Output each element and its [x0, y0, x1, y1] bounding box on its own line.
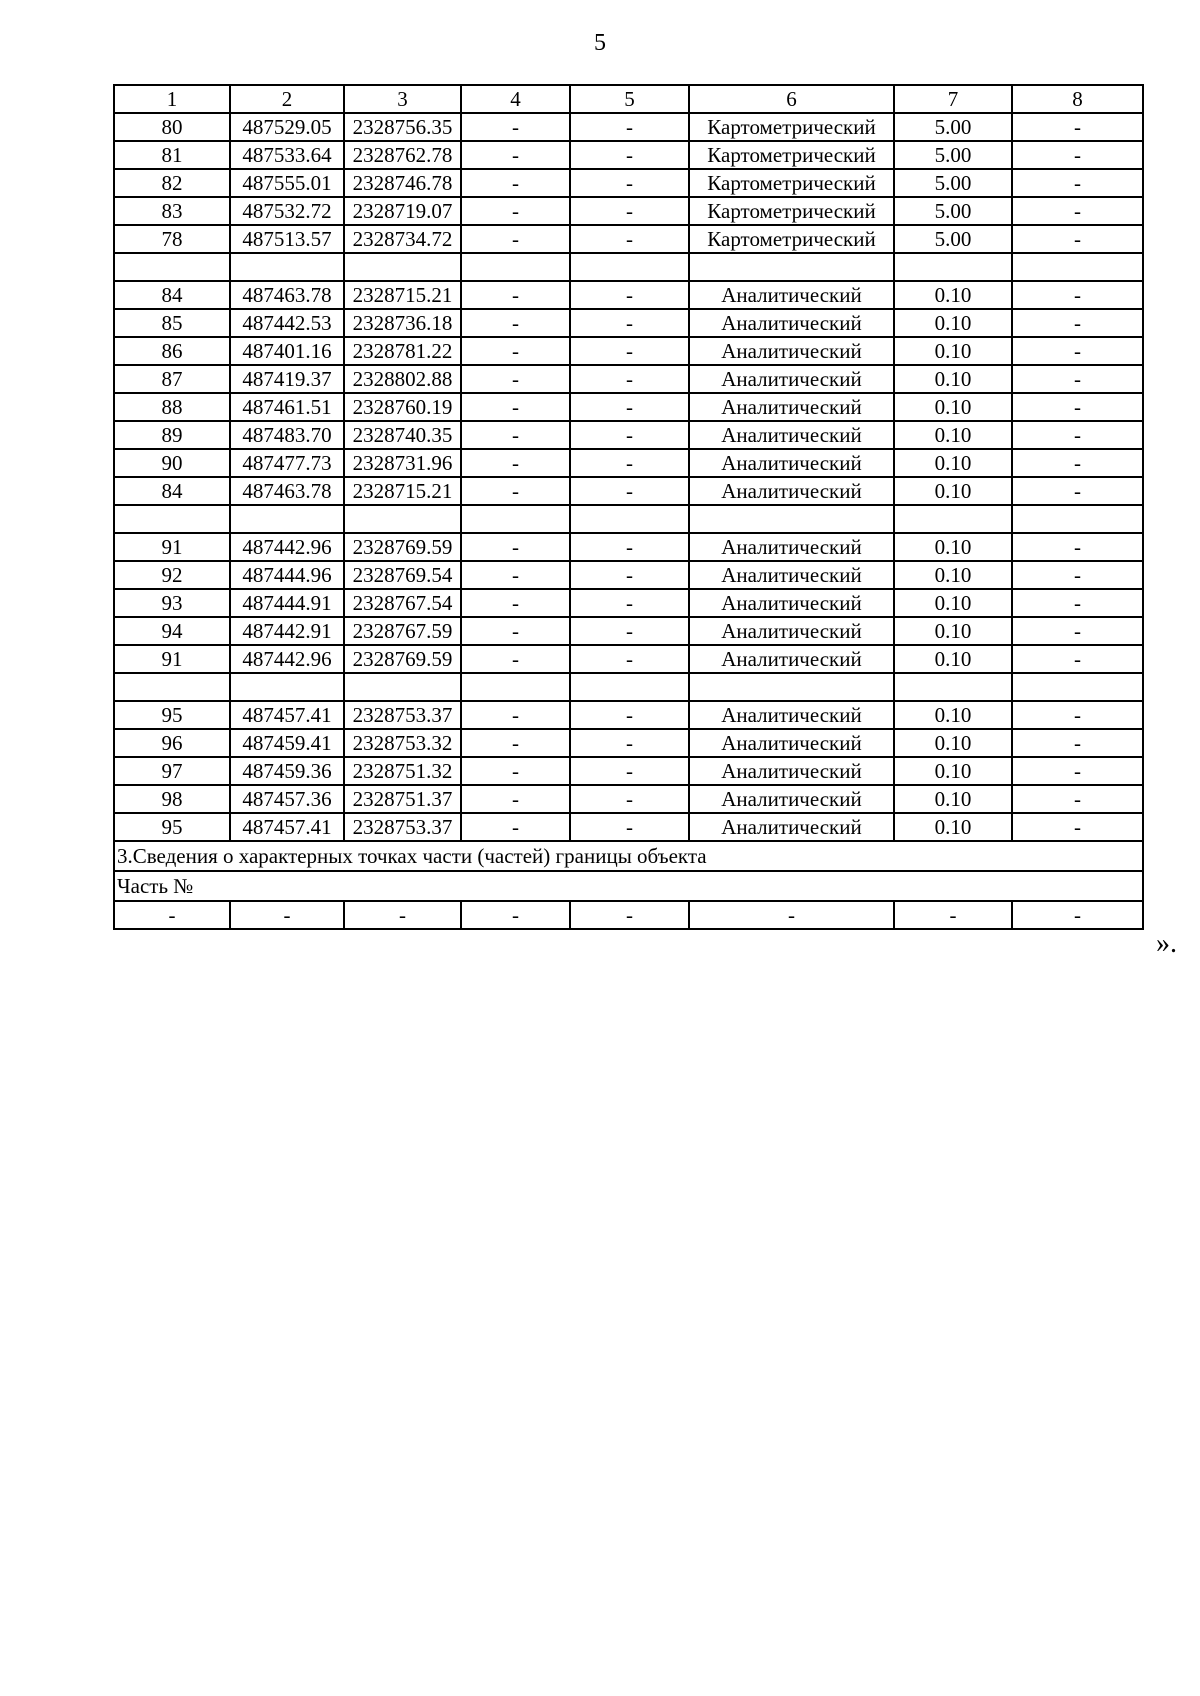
closing-quote-mark: ». — [1156, 928, 1177, 959]
table-cell: 0.10 — [894, 701, 1012, 729]
table-cell: 487463.78 — [230, 477, 344, 505]
table-cell: 5.00 — [894, 225, 1012, 253]
part-cell: - — [230, 901, 344, 929]
part-label-row — [114, 871, 1143, 901]
table-cell: 487555.01 — [230, 169, 344, 197]
table-cell: - — [461, 421, 570, 449]
table-cell: - — [1012, 477, 1143, 505]
table-cell: 487463.78 — [230, 281, 344, 309]
table-cell: Аналитический — [689, 701, 894, 729]
table-cell: 487513.57 — [230, 225, 344, 253]
table-cell: - — [1012, 141, 1143, 169]
part-row — [114, 901, 1143, 929]
table-cell: - — [570, 337, 689, 365]
page-number: 5 — [594, 30, 606, 56]
table-cell — [1012, 505, 1143, 533]
table-cell: - — [1012, 197, 1143, 225]
table-cell: - — [570, 393, 689, 421]
table-cell: - — [570, 701, 689, 729]
table-cell: 0.10 — [894, 589, 1012, 617]
table-cell: 84 — [114, 477, 230, 505]
table-row — [114, 365, 1143, 393]
table-cell: 487442.96 — [230, 533, 344, 561]
table-cell: 78 — [114, 225, 230, 253]
table-cell — [894, 253, 1012, 281]
table-cell: - — [461, 589, 570, 617]
table-cell: Аналитический — [689, 533, 894, 561]
table-row — [114, 477, 1143, 505]
table-cell: 2328731.96 — [344, 449, 461, 477]
table-row-blank — [114, 253, 1143, 281]
table-cell: 5.00 — [894, 197, 1012, 225]
table-row — [114, 281, 1143, 309]
table-cell: - — [1012, 365, 1143, 393]
table-row — [114, 561, 1143, 589]
table-cell: 2328753.37 — [344, 813, 461, 841]
table-cell — [894, 673, 1012, 701]
table-cell: 2328767.59 — [344, 617, 461, 645]
table-cell: 89 — [114, 421, 230, 449]
part-label: Часть № — [114, 871, 1143, 901]
table-cell: - — [1012, 701, 1143, 729]
table-header — [114, 85, 1143, 113]
table-row — [114, 729, 1143, 757]
table-cell: 5.00 — [894, 141, 1012, 169]
table-cell: - — [461, 197, 570, 225]
table-cell: 487459.36 — [230, 757, 344, 785]
table-cell: 487461.51 — [230, 393, 344, 421]
table-cell: 2328740.35 — [344, 421, 461, 449]
table-cell: 80 — [114, 113, 230, 141]
table-row — [114, 645, 1143, 673]
table-cell — [230, 253, 344, 281]
table-cell: Аналитический — [689, 449, 894, 477]
table-cell: - — [570, 617, 689, 645]
table-cell — [344, 673, 461, 701]
table-cell — [570, 673, 689, 701]
table-cell: 0.10 — [894, 729, 1012, 757]
table-cell: 88 — [114, 393, 230, 421]
table-cell: Картометрический — [689, 141, 894, 169]
header-cell: 2 — [230, 85, 344, 113]
table-cell — [230, 673, 344, 701]
table-row — [114, 197, 1143, 225]
table-cell: 487401.16 — [230, 337, 344, 365]
table-cell: Аналитический — [689, 337, 894, 365]
table-cell — [461, 253, 570, 281]
table-row — [114, 169, 1143, 197]
table-row-blank — [114, 673, 1143, 701]
table-cell: 2328753.37 — [344, 701, 461, 729]
table-cell — [689, 673, 894, 701]
table-cell: Аналитический — [689, 645, 894, 673]
part-cell: - — [570, 901, 689, 929]
table-cell: 0.10 — [894, 449, 1012, 477]
table-cell — [461, 505, 570, 533]
table-cell: 2328767.54 — [344, 589, 461, 617]
table-cell: 92 — [114, 561, 230, 589]
table-cell: 85 — [114, 309, 230, 337]
table-cell: - — [570, 785, 689, 813]
table-cell: - — [461, 645, 570, 673]
table-cell: - — [461, 337, 570, 365]
table-cell: - — [570, 561, 689, 589]
table-cell: 487477.73 — [230, 449, 344, 477]
table-cell: - — [1012, 393, 1143, 421]
table-cell: 0.10 — [894, 533, 1012, 561]
table-cell: 487533.64 — [230, 141, 344, 169]
table-cell: 487457.36 — [230, 785, 344, 813]
table-cell — [570, 253, 689, 281]
header-row — [114, 85, 1143, 113]
table-cell: - — [1012, 449, 1143, 477]
table-cell: - — [570, 813, 689, 841]
table-cell: - — [461, 449, 570, 477]
table-cell: 487529.05 — [230, 113, 344, 141]
table-cell: 98 — [114, 785, 230, 813]
table-cell: - — [461, 729, 570, 757]
table-cell: 2328762.78 — [344, 141, 461, 169]
table-cell: - — [1012, 813, 1143, 841]
table-cell: Картометрический — [689, 113, 894, 141]
table-cell: - — [570, 533, 689, 561]
table-cell: 91 — [114, 533, 230, 561]
table-cell: 0.10 — [894, 645, 1012, 673]
table-cell: - — [461, 617, 570, 645]
table-cell: 93 — [114, 589, 230, 617]
table-cell: - — [461, 701, 570, 729]
table-cell: 487442.53 — [230, 309, 344, 337]
table-cell: - — [1012, 561, 1143, 589]
table-row — [114, 337, 1143, 365]
table-cell: - — [461, 113, 570, 141]
table-cell: 95 — [114, 813, 230, 841]
table-cell: 487483.70 — [230, 421, 344, 449]
table-cell: 0.10 — [894, 281, 1012, 309]
table-cell: - — [1012, 337, 1143, 365]
table-cell: 487457.41 — [230, 701, 344, 729]
table-cell: - — [461, 533, 570, 561]
table-cell — [570, 505, 689, 533]
table-cell: - — [461, 309, 570, 337]
table-row — [114, 113, 1143, 141]
table-cell: 86 — [114, 337, 230, 365]
header-cell: 7 — [894, 85, 1012, 113]
table-cell: 2328751.37 — [344, 785, 461, 813]
table-cell: Картометрический — [689, 197, 894, 225]
table-cell: 95 — [114, 701, 230, 729]
table-cell: - — [1012, 533, 1143, 561]
table-cell: 84 — [114, 281, 230, 309]
table-cell: - — [1012, 225, 1143, 253]
table-cell: 5.00 — [894, 113, 1012, 141]
table-cell: - — [1012, 589, 1143, 617]
table-cell: - — [570, 477, 689, 505]
table-cell: - — [1012, 309, 1143, 337]
table-cell: - — [1012, 757, 1143, 785]
table-cell: - — [570, 729, 689, 757]
table-cell: - — [1012, 113, 1143, 141]
table-cell: 2328769.54 — [344, 561, 461, 589]
table-cell: Аналитический — [689, 393, 894, 421]
table-cell: 0.10 — [894, 561, 1012, 589]
header-cell: 3 — [344, 85, 461, 113]
table-cell: 2328753.32 — [344, 729, 461, 757]
table-cell: 2328781.22 — [344, 337, 461, 365]
table-cell: - — [1012, 617, 1143, 645]
table-cell: 2328769.59 — [344, 533, 461, 561]
table-cell: - — [570, 197, 689, 225]
section-heading: 3.Сведения о характерных точках части (частей) границы объекта — [114, 841, 1143, 871]
table-cell: Картометрический — [689, 169, 894, 197]
table-row — [114, 393, 1143, 421]
table-cell: Картометрический — [689, 225, 894, 253]
table-cell: - — [570, 421, 689, 449]
table-cell — [344, 253, 461, 281]
table-cell: Аналитический — [689, 729, 894, 757]
header-cell: 4 — [461, 85, 570, 113]
table-cell: - — [570, 645, 689, 673]
table-cell: 0.10 — [894, 421, 1012, 449]
table-row — [114, 449, 1143, 477]
table-cell: 487532.72 — [230, 197, 344, 225]
table-cell: 0.10 — [894, 365, 1012, 393]
table-row-blank — [114, 505, 1143, 533]
table-cell: 487459.41 — [230, 729, 344, 757]
table-cell: 487419.37 — [230, 365, 344, 393]
table-cell: 2328719.07 — [344, 197, 461, 225]
table-row — [114, 141, 1143, 169]
table-body — [114, 113, 1143, 841]
table-cell — [344, 505, 461, 533]
table-cell: 0.10 — [894, 617, 1012, 645]
table-row — [114, 533, 1143, 561]
table-cell — [689, 253, 894, 281]
table-cell: - — [461, 561, 570, 589]
table-cell: - — [570, 281, 689, 309]
table-cell: Аналитический — [689, 309, 894, 337]
part-cell: - — [689, 901, 894, 929]
table-cell: - — [570, 309, 689, 337]
table-cell: 82 — [114, 169, 230, 197]
table-row — [114, 701, 1143, 729]
table-cell: 487444.96 — [230, 561, 344, 589]
table-cell: 96 — [114, 729, 230, 757]
table-row — [114, 421, 1143, 449]
table-cell: Аналитический — [689, 785, 894, 813]
table-cell: - — [461, 393, 570, 421]
table-cell: - — [570, 113, 689, 141]
boundary-points-table — [113, 84, 1144, 930]
table-cell: 0.10 — [894, 309, 1012, 337]
table-cell: 2328734.72 — [344, 225, 461, 253]
table-cell: - — [1012, 729, 1143, 757]
table-cell: 2328715.21 — [344, 477, 461, 505]
part-cell: - — [894, 901, 1012, 929]
table-cell: 2328751.32 — [344, 757, 461, 785]
table-cell: - — [1012, 421, 1143, 449]
table-cell: - — [570, 225, 689, 253]
table-cell: Аналитический — [689, 561, 894, 589]
table-cell: Аналитический — [689, 365, 894, 393]
table-cell: 2328760.19 — [344, 393, 461, 421]
table-row — [114, 589, 1143, 617]
table-cell: Аналитический — [689, 813, 894, 841]
table-cell: - — [1012, 785, 1143, 813]
table-row — [114, 757, 1143, 785]
table-cell — [114, 253, 230, 281]
header-cell: 6 — [689, 85, 894, 113]
table-cell: 487457.41 — [230, 813, 344, 841]
table-cell: - — [461, 365, 570, 393]
table-cell: 87 — [114, 365, 230, 393]
table-cell: 90 — [114, 449, 230, 477]
table-cell: 0.10 — [894, 757, 1012, 785]
table-row — [114, 617, 1143, 645]
table-cell: - — [570, 757, 689, 785]
table-cell — [1012, 253, 1143, 281]
table-cell: 487442.96 — [230, 645, 344, 673]
header-cell: 1 — [114, 85, 230, 113]
table-cell: - — [461, 141, 570, 169]
table-cell: - — [570, 365, 689, 393]
table-cell: - — [461, 281, 570, 309]
table-cell: - — [570, 141, 689, 169]
section-heading-row — [114, 841, 1143, 871]
table-row — [114, 813, 1143, 841]
table-cell: Аналитический — [689, 477, 894, 505]
table-cell — [689, 505, 894, 533]
part-cell: - — [344, 901, 461, 929]
table-cell: - — [1012, 169, 1143, 197]
table-cell: 97 — [114, 757, 230, 785]
table-cell — [114, 673, 230, 701]
table-cell — [894, 505, 1012, 533]
table-cell: - — [461, 477, 570, 505]
table-cell: - — [570, 589, 689, 617]
table-cell: Аналитический — [689, 589, 894, 617]
table-cell: 91 — [114, 645, 230, 673]
table-cell: 487442.91 — [230, 617, 344, 645]
table-cell: 2328769.59 — [344, 645, 461, 673]
table-cell: 0.10 — [894, 337, 1012, 365]
part-cell: - — [1012, 901, 1143, 929]
table-footer — [114, 841, 1143, 929]
table-cell: - — [461, 169, 570, 197]
part-cell: - — [114, 901, 230, 929]
table-cell: 94 — [114, 617, 230, 645]
table-cell: - — [570, 169, 689, 197]
table-cell: - — [570, 449, 689, 477]
table-cell: 0.10 — [894, 477, 1012, 505]
table-cell: 2328715.21 — [344, 281, 461, 309]
table-cell: - — [1012, 281, 1143, 309]
table-cell: Аналитический — [689, 281, 894, 309]
table-cell: Аналитический — [689, 617, 894, 645]
table-cell: 2328756.35 — [344, 113, 461, 141]
part-cell: - — [461, 901, 570, 929]
table-cell: 83 — [114, 197, 230, 225]
table-cell: - — [1012, 645, 1143, 673]
table-cell: 81 — [114, 141, 230, 169]
table-cell: - — [461, 757, 570, 785]
table-cell: 0.10 — [894, 785, 1012, 813]
table-cell: Аналитический — [689, 421, 894, 449]
table-cell: 0.10 — [894, 813, 1012, 841]
table-row — [114, 309, 1143, 337]
table-cell: - — [461, 813, 570, 841]
table-cell: 2328746.78 — [344, 169, 461, 197]
table-cell: - — [461, 785, 570, 813]
table-cell: 5.00 — [894, 169, 1012, 197]
table-cell: 2328802.88 — [344, 365, 461, 393]
table-row — [114, 785, 1143, 813]
table-cell — [1012, 673, 1143, 701]
table-cell — [461, 673, 570, 701]
header-cell: 5 — [570, 85, 689, 113]
table-cell: - — [461, 225, 570, 253]
table-cell: 2328736.18 — [344, 309, 461, 337]
table-cell: 487444.91 — [230, 589, 344, 617]
table-row — [114, 225, 1143, 253]
table-cell — [114, 505, 230, 533]
table-cell: Аналитический — [689, 757, 894, 785]
table-cell — [230, 505, 344, 533]
table-cell: 0.10 — [894, 393, 1012, 421]
header-cell: 8 — [1012, 85, 1143, 113]
